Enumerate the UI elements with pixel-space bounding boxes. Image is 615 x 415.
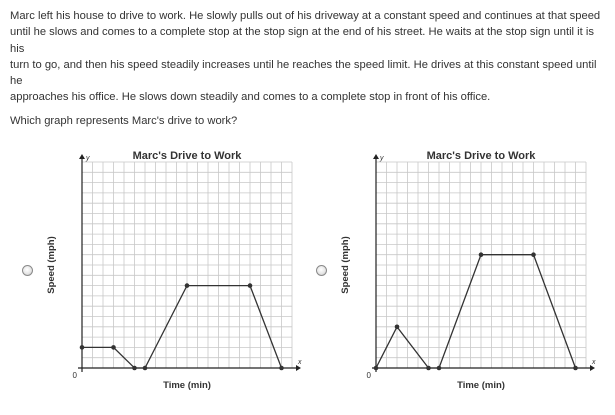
chart-title: Marc's Drive to Work — [132, 150, 242, 162]
series-line — [376, 255, 576, 368]
data-point — [132, 366, 137, 371]
answer-choice-a[interactable] — [22, 143, 312, 408]
y-axis-arrow — [79, 154, 85, 159]
data-point — [248, 283, 253, 288]
question-line: Marc left his house to drive to work. He slowly pulls out of his driveway at a constant speed and continues at that speed — [10, 10, 601, 22]
radio-button-a[interactable] — [22, 265, 33, 276]
question-line: approaches his office. He slows down steadily and comes to a complete stop in front of his office. — [10, 91, 491, 104]
y-axis-label: Speed (mph) — [46, 236, 57, 294]
x-axis-letter: x — [592, 359, 596, 366]
y-axis-label: Speed (mph) — [340, 236, 351, 294]
data-point — [111, 345, 116, 350]
data-point — [80, 345, 85, 350]
question-text — [10, 8, 608, 106]
y-axis-letter: y — [86, 155, 90, 162]
data-point — [395, 325, 400, 330]
x-axis-label: Time (min) — [457, 380, 505, 391]
question-prompt: Which graph represents Marc's drive to work? — [10, 115, 238, 127]
graph-a — [40, 143, 300, 398]
data-point — [279, 366, 284, 371]
y-axis-arrow — [373, 154, 379, 159]
question-line: turn to go, and then his speed steadily increases until he reaches the speed limit. He drives at this constant speed until he — [10, 58, 597, 88]
y-axis-letter: y — [380, 155, 384, 162]
data-point — [479, 252, 484, 257]
x-axis-label: Time (min) — [163, 380, 211, 391]
graph-b — [334, 143, 594, 398]
origin-label: 0 — [366, 371, 371, 380]
data-point — [573, 366, 578, 371]
data-point — [531, 252, 536, 257]
data-point — [437, 366, 442, 371]
answer-choice-b[interactable] — [316, 143, 606, 408]
radio-button-b[interactable] — [316, 265, 327, 276]
data-point — [426, 366, 431, 371]
data-point — [143, 366, 148, 371]
data-point — [374, 366, 379, 371]
data-point — [185, 283, 190, 288]
origin-label: 0 — [72, 371, 77, 380]
question-line: until he slows and comes to a complete stop at the stop sign at the end of his street. He waits at the stop sign until it is his — [10, 26, 594, 55]
x-axis-letter: x — [298, 359, 302, 366]
chart-title: Marc's Drive to Work — [426, 150, 536, 162]
